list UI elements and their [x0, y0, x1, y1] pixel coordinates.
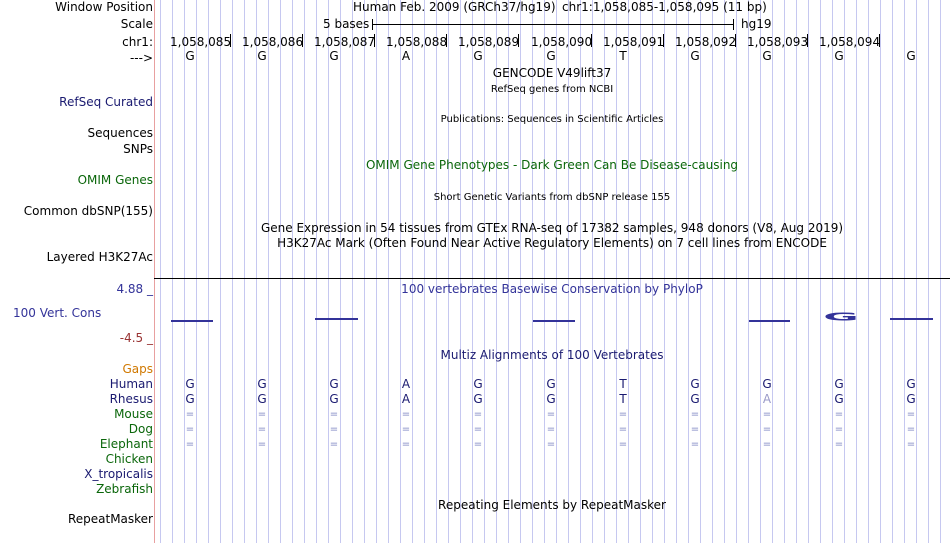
track-label-sequences[interactable]: Sequences: [87, 126, 153, 140]
ruler-position-label: 1,058,089: [458, 35, 520, 49]
alignment-base: G: [834, 392, 844, 406]
strand-toggle[interactable]: --->: [129, 51, 153, 65]
ruler-position-label: 1,058,093: [747, 35, 809, 49]
grid-line: [196, 0, 197, 543]
track-label-omim[interactable]: OMIM Genes: [77, 173, 153, 187]
grid-line: [388, 0, 389, 543]
grid-line: [628, 0, 629, 543]
grid-line: [364, 0, 365, 543]
assembly-title: Human Feb. 2009 (GRCh37/hg19): [353, 0, 556, 14]
grid-line: [304, 0, 305, 543]
base-letter: G: [690, 49, 700, 63]
alignment-base: =: [185, 409, 195, 420]
alignment-base: =: [185, 439, 195, 450]
base-letter: A: [401, 49, 411, 63]
alignment-base: =: [906, 424, 916, 435]
alignment-base: A: [762, 392, 772, 406]
grid-line: [184, 0, 185, 543]
grid-line: [880, 0, 881, 543]
alignment-base: =: [618, 424, 628, 435]
alignment-base: =: [473, 424, 483, 435]
track-title-gtex[interactable]: Gene Expression in 54 tissues from GTEx RNA-seq of 17382 samples, 948 donors (V8, Aug 2019): [260, 221, 844, 235]
ruler-position-label: 1,058,090: [531, 35, 593, 49]
grid-line: [832, 0, 833, 543]
track-title-dbsnp[interactable]: Short Genetic Variants from dbSNP release 155: [433, 192, 671, 203]
grid-line: [640, 0, 641, 543]
conservation-plot[interactable]: [155, 305, 950, 335]
alignment-base: =: [618, 439, 628, 450]
alignment-base: G: [906, 377, 916, 391]
grid-line: [376, 0, 377, 543]
alignment-base: =: [762, 409, 772, 420]
chrom-label: chr1:: [122, 35, 153, 49]
base-letter: G: [546, 49, 556, 63]
grid-line: [436, 0, 437, 543]
grid-line: [460, 0, 461, 543]
ruler-position-label: 1,058,087: [314, 35, 376, 49]
species-label[interactable]: Chicken: [105, 452, 153, 466]
window-position-label: Window Position: [55, 0, 153, 14]
grid-line: [340, 0, 341, 543]
track-title-repeatmasker[interactable]: Repeating Elements by RepeatMasker: [438, 498, 666, 512]
track-title-gencode[interactable]: GENCODE V49lift37: [492, 66, 612, 80]
alignment-base: G: [473, 377, 483, 391]
alignment-base: =: [906, 409, 916, 420]
conservation-max: 4.88 _: [116, 282, 153, 296]
grid-line: [784, 0, 785, 543]
grid-line: [760, 0, 761, 543]
grid-line: [424, 0, 425, 543]
alignment-base: =: [473, 439, 483, 450]
alignment-base: =: [473, 409, 483, 420]
conservation-min: -4.5 _: [119, 331, 153, 345]
alignment-base: G: [473, 392, 483, 406]
grid-line: [856, 0, 857, 543]
track-title-h3k27ac[interactable]: H3K27Ac Mark (Often Found Near Active Regulatory Elements) on 7 cell lines from ENCODE: [277, 236, 827, 250]
track-title-conservation[interactable]: 100 vertebrates Basewise Conservation by PhyloP: [401, 282, 703, 296]
grid-line: [700, 0, 701, 543]
alignment-base: A: [401, 392, 411, 406]
alignment-base: G: [762, 377, 772, 391]
alignment-base: G: [690, 392, 700, 406]
base-letter: G: [329, 49, 339, 63]
alignment-base: =: [762, 424, 772, 435]
alignment-base: =: [834, 439, 844, 450]
alignment-base: =: [329, 424, 339, 435]
ruler-position-label: 1,058,086: [242, 35, 304, 49]
track-label-refseq[interactable]: RefSeq Curated: [59, 95, 153, 109]
grid-line: [892, 0, 893, 543]
track-title-omim[interactable]: OMIM Gene Phenotypes - Dark Green Can Be Disease-causing: [365, 158, 739, 172]
alignment-base: =: [546, 409, 556, 420]
alignment-base: =: [546, 439, 556, 450]
alignment-base: =: [690, 424, 700, 435]
track-label-snps[interactable]: SNPs: [123, 142, 153, 156]
ruler-position-label: 1,058,091: [603, 35, 665, 49]
grid-line: [772, 0, 773, 543]
species-label[interactable]: Dog: [128, 422, 153, 436]
grid-line: [688, 0, 689, 543]
grid-line: [484, 0, 485, 543]
ruler-position-label: 1,058,094: [819, 35, 881, 49]
grid-line: [160, 0, 161, 543]
alignment-base: A: [401, 377, 411, 391]
grid-line: [940, 0, 941, 543]
scale-text: 5 bases: [323, 17, 370, 31]
grid-line: [268, 0, 269, 543]
alignment-base: =: [257, 439, 267, 450]
scale-label: Scale: [120, 17, 153, 31]
species-label[interactable]: Zebrafish: [96, 482, 153, 496]
grid-line: [916, 0, 917, 543]
alignment-base: =: [185, 424, 195, 435]
ruler-position-label: 1,058,088: [386, 35, 448, 49]
track-label-conservation[interactable]: 100 Vert. Cons: [13, 306, 102, 320]
alignment-base: G: [906, 392, 916, 406]
alignment-base: =: [401, 409, 411, 420]
grid-line: [844, 0, 845, 543]
conservation-logo-letter: G: [823, 310, 859, 323]
species-label[interactable]: Rhesus: [109, 392, 153, 406]
grid-line: [172, 0, 173, 543]
label-divider: [154, 0, 155, 543]
alignment-base: G: [546, 377, 556, 391]
alignment-base: G: [690, 377, 700, 391]
alignment-base: =: [618, 409, 628, 420]
alignment-base: T: [619, 377, 627, 391]
grid-line: [412, 0, 413, 543]
base-letter: G: [906, 49, 916, 63]
grid-line: [796, 0, 797, 543]
grid-line: [904, 0, 905, 543]
grid-line: [280, 0, 281, 543]
grid-line: [664, 0, 665, 543]
grid-line: [400, 0, 401, 543]
alignment-base: G: [257, 377, 267, 391]
species-label[interactable]: X_tropicalis: [84, 467, 153, 481]
grid-line: [292, 0, 293, 543]
base-letter: T: [619, 49, 627, 63]
track-title-refseq[interactable]: RefSeq genes from NCBI: [490, 84, 614, 95]
grid-line: [352, 0, 353, 543]
grid-line: [736, 0, 737, 543]
grid-line: [244, 0, 245, 543]
scale-db: hg19: [741, 17, 772, 31]
alignment-base: =: [329, 409, 339, 420]
track-title-sequences[interactable]: Publications: Sequences in Scientific Articles: [440, 114, 664, 125]
species-label[interactable]: Elephant: [99, 437, 153, 451]
alignment-base: =: [690, 439, 700, 450]
grid-line: [868, 0, 869, 543]
alignment-base: T: [619, 392, 627, 406]
alignment-base: G: [834, 377, 844, 391]
grid-line: [724, 0, 725, 543]
alignment-base: =: [690, 409, 700, 420]
grid-line: [220, 0, 221, 543]
alignment-base: =: [906, 439, 916, 450]
grid-line: [232, 0, 233, 543]
grid-line: [208, 0, 209, 543]
grid-line: [616, 0, 617, 543]
grid-line: [808, 0, 809, 543]
alignment-base: =: [401, 424, 411, 435]
alignment-base: =: [834, 424, 844, 435]
grid-line: [316, 0, 317, 543]
ruler-position-label: 1,058,092: [675, 35, 737, 49]
alignment-base: =: [401, 439, 411, 450]
grid-line: [748, 0, 749, 543]
position-range: chr1:1,058,085-1,058,095 (11 bp): [562, 0, 767, 14]
alignment-base: =: [257, 409, 267, 420]
base-letter: G: [185, 49, 195, 63]
grid-line: [448, 0, 449, 543]
base-letter: G: [834, 49, 844, 63]
grid-line: [328, 0, 329, 543]
scale-bar: [372, 24, 734, 25]
track-title-multiz[interactable]: Multiz Alignments of 100 Vertebrates: [440, 348, 664, 362]
alignment-base: G: [185, 377, 195, 391]
base-letter: G: [257, 49, 267, 63]
track-label-h3k27ac[interactable]: Layered H3K27Ac: [46, 250, 153, 264]
alignment-base: G: [546, 392, 556, 406]
track-label-repeatmasker[interactable]: RepeatMasker: [67, 512, 153, 526]
alignment-base: G: [329, 392, 339, 406]
alignment-base: =: [329, 439, 339, 450]
track-group-divider: [154, 278, 950, 279]
species-label[interactable]: Human: [109, 377, 153, 391]
alignment-base: G: [185, 392, 195, 406]
alignment-base: G: [257, 392, 267, 406]
grid-line: [652, 0, 653, 543]
grid-line: [928, 0, 929, 543]
grid-line: [256, 0, 257, 543]
grid-line: [820, 0, 821, 543]
alignment-base: =: [834, 409, 844, 420]
grid-line: [712, 0, 713, 543]
grid-line: [676, 0, 677, 543]
alignment-base: =: [762, 439, 772, 450]
alignment-base: =: [546, 424, 556, 435]
base-letter: G: [473, 49, 483, 63]
alignment-base: G: [329, 377, 339, 391]
alignment-base: =: [257, 424, 267, 435]
ruler-position-label: 1,058,085: [170, 35, 232, 49]
species-label[interactable]: Mouse: [114, 407, 153, 421]
base-letter: G: [762, 49, 772, 63]
grid-line: [472, 0, 473, 543]
track-label-dbsnp[interactable]: Common dbSNP(155): [23, 204, 153, 218]
track-label-gaps[interactable]: Gaps: [122, 362, 153, 376]
